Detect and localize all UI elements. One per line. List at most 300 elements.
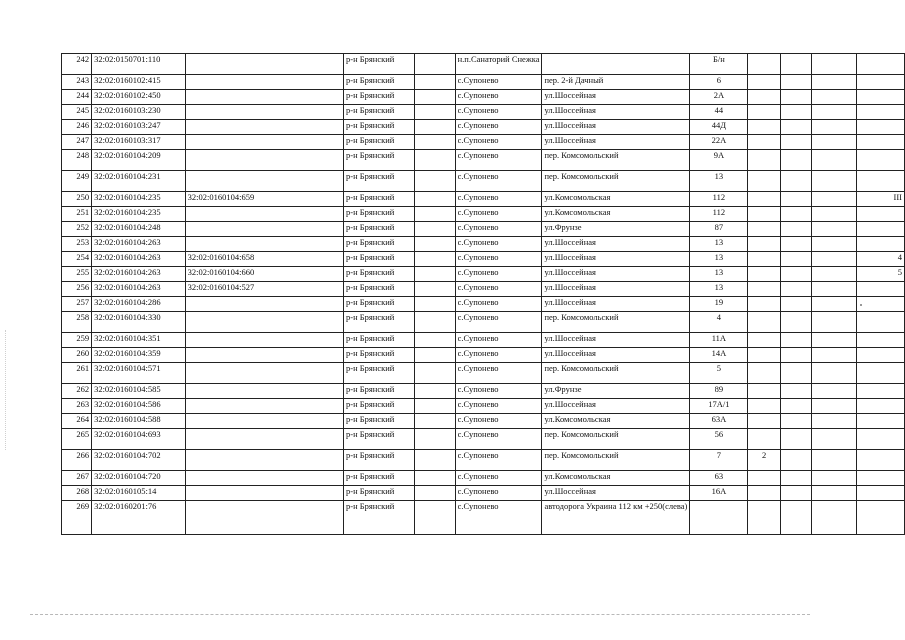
district-cell: р-н Брянский <box>343 282 414 297</box>
district-cell: р-н Брянский <box>343 333 414 348</box>
empty-cell <box>811 105 857 120</box>
last-column-cell <box>857 150 905 171</box>
street-cell: ул.Комсомольская <box>542 414 690 429</box>
empty-cell <box>780 252 811 267</box>
table-row <box>62 429 905 450</box>
extra-cell <box>748 171 780 192</box>
locality-cell: с.Супонево <box>455 414 542 429</box>
last-column-cell: 4 <box>857 252 905 267</box>
linked-cadastral-number <box>185 75 343 90</box>
house-number-cell: 44 <box>690 105 748 120</box>
house-number-cell: 14А <box>690 348 748 363</box>
row-number: 263 <box>62 399 92 414</box>
linked-cadastral-number <box>185 90 343 105</box>
linked-cadastral-number <box>185 150 343 171</box>
empty-cell <box>811 192 857 207</box>
street-cell: пер. Комсомольский <box>542 171 690 192</box>
empty-cell <box>415 363 455 384</box>
row-number: 262 <box>62 384 92 399</box>
house-number-cell: 13 <box>690 267 748 282</box>
cadastral-number: 32:02:0160103:317 <box>92 135 186 150</box>
extra-cell <box>748 312 780 333</box>
last-column-cell: III <box>857 192 905 207</box>
street-cell: пер. Комсомольский <box>542 150 690 171</box>
linked-cadastral-number <box>185 399 343 414</box>
linked-cadastral-number <box>185 312 343 333</box>
row-number: 257 <box>62 297 92 312</box>
cadastral-number: 32:02:0160104:248 <box>92 222 186 237</box>
extra-cell <box>748 207 780 222</box>
linked-cadastral-number <box>185 450 343 471</box>
cadastral-number: 32:02:0160103:247 <box>92 120 186 135</box>
street-cell: пер. Комсомольский <box>542 312 690 333</box>
empty-cell <box>811 207 857 222</box>
locality-cell: с.Супонево <box>455 120 542 135</box>
extra-cell <box>748 282 780 297</box>
empty-cell <box>780 486 811 501</box>
empty-cell <box>811 399 857 414</box>
district-cell: р-н Брянский <box>343 75 414 90</box>
linked-cadastral-number <box>185 120 343 135</box>
last-column-cell <box>857 471 905 486</box>
row-number: 242 <box>62 54 92 75</box>
locality-cell: с.Супонево <box>455 135 542 150</box>
district-cell: р-н Брянский <box>343 363 414 384</box>
street-cell: ул.Шоссейная <box>542 237 690 252</box>
last-column-cell <box>857 237 905 252</box>
locality-cell: с.Супонево <box>455 450 542 471</box>
row-number: 259 <box>62 333 92 348</box>
locality-cell: с.Супонево <box>455 429 542 450</box>
empty-cell <box>415 297 455 312</box>
linked-cadastral-number <box>185 348 343 363</box>
empty-cell <box>780 75 811 90</box>
empty-cell <box>415 237 455 252</box>
empty-cell <box>415 192 455 207</box>
locality-cell: с.Супонево <box>455 222 542 237</box>
linked-cadastral-number <box>185 54 343 75</box>
last-column-cell <box>857 384 905 399</box>
table-row <box>62 54 905 75</box>
street-cell: пер. 2-й Дачный <box>542 75 690 90</box>
table-row <box>62 135 905 150</box>
linked-cadastral-number <box>185 237 343 252</box>
district-cell: р-н Брянский <box>343 54 414 75</box>
table-row <box>62 297 905 312</box>
locality-cell: с.Супонево <box>455 267 542 282</box>
street-cell: ул.Шоссейная <box>542 282 690 297</box>
scan-artifact-dots <box>5 330 6 450</box>
row-number: 254 <box>62 252 92 267</box>
district-cell: р-н Брянский <box>343 237 414 252</box>
district-cell: р-н Брянский <box>343 267 414 282</box>
house-number-cell: 112 <box>690 207 748 222</box>
district-cell: р-н Брянский <box>343 471 414 486</box>
district-cell: р-н Брянский <box>343 150 414 171</box>
district-cell: р-н Брянский <box>343 207 414 222</box>
empty-cell <box>811 501 857 535</box>
empty-cell <box>811 150 857 171</box>
empty-cell <box>415 171 455 192</box>
street-cell: пер. Комсомольский <box>542 429 690 450</box>
empty-cell <box>415 450 455 471</box>
linked-cadastral-number <box>185 501 343 535</box>
last-column-cell <box>857 486 905 501</box>
street-cell: ул.Шоссейная <box>542 333 690 348</box>
locality-cell: с.Супонево <box>455 471 542 486</box>
last-column-cell <box>857 414 905 429</box>
linked-cadastral-number <box>185 171 343 192</box>
cadastral-number: 32:02:0160104:235 <box>92 207 186 222</box>
linked-cadastral-number: 32:02:0160104:527 <box>185 282 343 297</box>
empty-cell <box>811 267 857 282</box>
house-number-cell: 17А/1 <box>690 399 748 414</box>
district-cell: р-н Брянский <box>343 120 414 135</box>
empty-cell <box>780 399 811 414</box>
street-cell: автодорога Украина 112 км +250(слева) <box>542 501 690 535</box>
empty-cell <box>811 237 857 252</box>
empty-cell <box>780 207 811 222</box>
table-row <box>62 222 905 237</box>
house-number-cell: 112 <box>690 192 748 207</box>
row-number: 267 <box>62 471 92 486</box>
district-cell: р-н Брянский <box>343 429 414 450</box>
locality-cell: с.Супонево <box>455 297 542 312</box>
cadastral-number: 32:02:0160103:230 <box>92 105 186 120</box>
empty-cell <box>415 333 455 348</box>
last-column-cell <box>857 105 905 120</box>
row-number: 252 <box>62 222 92 237</box>
register-table <box>61 53 905 535</box>
empty-cell <box>780 297 811 312</box>
extra-cell <box>748 105 780 120</box>
locality-cell: с.Супонево <box>455 501 542 535</box>
table-row <box>62 171 905 192</box>
empty-cell <box>415 252 455 267</box>
empty-cell <box>780 501 811 535</box>
linked-cadastral-number <box>185 363 343 384</box>
empty-cell <box>415 348 455 363</box>
last-column-cell <box>857 54 905 75</box>
empty-cell <box>811 384 857 399</box>
empty-cell <box>811 135 857 150</box>
empty-cell <box>811 333 857 348</box>
empty-cell <box>811 312 857 333</box>
extra-cell <box>748 471 780 486</box>
table-row <box>62 150 905 171</box>
district-cell: р-н Брянский <box>343 501 414 535</box>
empty-cell <box>811 471 857 486</box>
house-number-cell: 4 <box>690 312 748 333</box>
cadastral-number: 32:02:0160104:359 <box>92 348 186 363</box>
empty-cell <box>780 54 811 75</box>
row-number: 245 <box>62 105 92 120</box>
house-number-cell: 2А <box>690 90 748 105</box>
empty-cell <box>811 282 857 297</box>
extra-cell <box>748 399 780 414</box>
empty-cell <box>415 471 455 486</box>
empty-cell <box>415 75 455 90</box>
table-row <box>62 333 905 348</box>
row-number: 249 <box>62 171 92 192</box>
empty-cell <box>811 171 857 192</box>
row-number: 253 <box>62 237 92 252</box>
locality-cell: с.Супонево <box>455 171 542 192</box>
empty-cell <box>780 192 811 207</box>
cadastral-number: 32:02:0160104:693 <box>92 429 186 450</box>
cadastral-number: 32:02:0160102:415 <box>92 75 186 90</box>
house-number-cell <box>690 501 748 535</box>
house-number-cell: 44Д <box>690 120 748 135</box>
street-cell: пер. Комсомольский <box>542 363 690 384</box>
empty-cell <box>415 414 455 429</box>
empty-cell <box>780 333 811 348</box>
table-row <box>62 282 905 297</box>
house-number-cell: 13 <box>690 171 748 192</box>
table-row <box>62 90 905 105</box>
row-number: 250 <box>62 192 92 207</box>
empty-cell <box>415 384 455 399</box>
cadastral-number: 32:02:0160104:263 <box>92 237 186 252</box>
street-cell: ул.Шоссейная <box>542 252 690 267</box>
extra-cell <box>748 120 780 135</box>
district-cell: р-н Брянский <box>343 105 414 120</box>
linked-cadastral-number <box>185 105 343 120</box>
last-column-cell <box>857 120 905 135</box>
empty-cell <box>415 150 455 171</box>
extra-cell <box>748 348 780 363</box>
street-cell <box>542 54 690 75</box>
empty-cell <box>811 54 857 75</box>
street-cell: ул.Комсомольская <box>542 192 690 207</box>
empty-cell <box>780 450 811 471</box>
table-row <box>62 237 905 252</box>
extra-cell <box>748 384 780 399</box>
cadastral-number: 32:02:0160104:263 <box>92 267 186 282</box>
register-table-body <box>62 54 905 535</box>
table-row <box>62 471 905 486</box>
district-cell: р-н Брянский <box>343 312 414 333</box>
linked-cadastral-number <box>185 471 343 486</box>
house-number-cell: 13 <box>690 282 748 297</box>
empty-cell <box>780 105 811 120</box>
extra-cell <box>748 501 780 535</box>
empty-cell <box>811 297 857 312</box>
house-number-cell: 11А <box>690 333 748 348</box>
extra-cell <box>748 237 780 252</box>
extra-cell <box>748 429 780 450</box>
linked-cadastral-number <box>185 429 343 450</box>
table-row <box>62 75 905 90</box>
house-number-cell: 89 <box>690 384 748 399</box>
last-column-cell <box>857 282 905 297</box>
house-number-cell: 6 <box>690 75 748 90</box>
table-row <box>62 348 905 363</box>
last-column-cell <box>857 312 905 333</box>
locality-cell: н.п.Санаторий Снежка <box>455 54 542 75</box>
cadastral-number: 32:02:0160105:14 <box>92 486 186 501</box>
empty-cell <box>415 54 455 75</box>
last-column-cell <box>857 90 905 105</box>
linked-cadastral-number <box>185 222 343 237</box>
table-row <box>62 252 905 267</box>
linked-cadastral-number <box>185 333 343 348</box>
row-number: 265 <box>62 429 92 450</box>
cadastral-number: 32:02:0160104:231 <box>92 171 186 192</box>
table-row <box>62 105 905 120</box>
empty-cell <box>811 363 857 384</box>
extra-cell <box>748 363 780 384</box>
street-cell: ул.Шоссейная <box>542 120 690 135</box>
extra-cell <box>748 297 780 312</box>
empty-cell <box>780 150 811 171</box>
linked-cadastral-number <box>185 486 343 501</box>
last-column-cell <box>857 450 905 471</box>
empty-cell <box>780 471 811 486</box>
empty-cell <box>780 384 811 399</box>
cadastral-number: 32:02:0160104:263 <box>92 282 186 297</box>
scan-artifact-line <box>30 614 810 615</box>
linked-cadastral-number: 32:02:0160104:658 <box>185 252 343 267</box>
last-column-cell <box>857 363 905 384</box>
table-row <box>62 384 905 399</box>
street-cell: ул.Шоссейная <box>542 267 690 282</box>
district-cell: р-н Брянский <box>343 297 414 312</box>
empty-cell <box>780 120 811 135</box>
empty-cell <box>780 171 811 192</box>
street-cell: ул.Комсомольская <box>542 207 690 222</box>
table-row <box>62 501 905 535</box>
empty-cell <box>811 414 857 429</box>
empty-cell <box>415 120 455 135</box>
last-column-cell <box>857 171 905 192</box>
house-number-cell: 63А <box>690 414 748 429</box>
linked-cadastral-number: 32:02:0160104:660 <box>185 267 343 282</box>
last-column-cell <box>857 348 905 363</box>
last-column-cell: 5 <box>857 267 905 282</box>
empty-cell <box>415 222 455 237</box>
street-cell: ул.Комсомольская <box>542 471 690 486</box>
district-cell: р-н Брянский <box>343 384 414 399</box>
house-number-cell: Б/н <box>690 54 748 75</box>
locality-cell: с.Супонево <box>455 207 542 222</box>
empty-cell <box>415 282 455 297</box>
row-number: 269 <box>62 501 92 535</box>
empty-cell <box>415 312 455 333</box>
last-column-cell <box>857 399 905 414</box>
linked-cadastral-number <box>185 384 343 399</box>
cadastral-number: 32:02:0160104:263 <box>92 252 186 267</box>
house-number-cell: 5 <box>690 363 748 384</box>
empty-cell <box>780 267 811 282</box>
extra-cell <box>748 75 780 90</box>
empty-cell <box>811 429 857 450</box>
last-column-cell <box>857 135 905 150</box>
house-number-cell: 16А <box>690 486 748 501</box>
house-number-cell: 87 <box>690 222 748 237</box>
row-number: 246 <box>62 120 92 135</box>
street-cell: пер. Комсомольский <box>542 450 690 471</box>
locality-cell: с.Супонево <box>455 192 542 207</box>
empty-cell <box>415 501 455 535</box>
house-number-cell: 22А <box>690 135 748 150</box>
table-row <box>62 207 905 222</box>
street-cell: ул.Фрунзе <box>542 384 690 399</box>
linked-cadastral-number <box>185 414 343 429</box>
street-cell: ул.Шоссейная <box>542 348 690 363</box>
street-cell: ул.Шоссейная <box>542 105 690 120</box>
row-number: 258 <box>62 312 92 333</box>
house-number-cell: 63 <box>690 471 748 486</box>
house-number-cell: 7 <box>690 450 748 471</box>
cadastral-number: 32:02:0160104:571 <box>92 363 186 384</box>
table-row <box>62 363 905 384</box>
table-row <box>62 414 905 429</box>
row-number: 251 <box>62 207 92 222</box>
house-number-cell: 19 <box>690 297 748 312</box>
cadastral-number: 32:02:0160104:585 <box>92 384 186 399</box>
linked-cadastral-number <box>185 297 343 312</box>
locality-cell: с.Супонево <box>455 399 542 414</box>
extra-cell: 2 <box>748 450 780 471</box>
scan-artifact-mark <box>860 304 862 306</box>
locality-cell: с.Супонево <box>455 384 542 399</box>
district-cell: р-н Брянский <box>343 348 414 363</box>
extra-cell <box>748 486 780 501</box>
empty-cell <box>780 282 811 297</box>
extra-cell <box>748 252 780 267</box>
cadastral-number: 32:02:0150701:110 <box>92 54 186 75</box>
row-number: 248 <box>62 150 92 171</box>
extra-cell <box>748 333 780 348</box>
empty-cell <box>780 135 811 150</box>
row-number: 243 <box>62 75 92 90</box>
empty-cell <box>780 90 811 105</box>
last-column-cell <box>857 501 905 535</box>
extra-cell <box>748 414 780 429</box>
extra-cell <box>748 192 780 207</box>
extra-cell <box>748 267 780 282</box>
district-cell: р-н Брянский <box>343 171 414 192</box>
empty-cell <box>415 105 455 120</box>
row-number: 255 <box>62 267 92 282</box>
row-number: 266 <box>62 450 92 471</box>
extra-cell <box>748 54 780 75</box>
empty-cell <box>415 429 455 450</box>
cadastral-number: 32:02:0160104:702 <box>92 450 186 471</box>
empty-cell <box>415 267 455 282</box>
cadastral-number: 32:02:0160104:588 <box>92 414 186 429</box>
extra-cell <box>748 150 780 171</box>
cadastral-number: 32:02:0160102:450 <box>92 90 186 105</box>
house-number-cell: 9А <box>690 150 748 171</box>
empty-cell <box>780 348 811 363</box>
empty-cell <box>415 135 455 150</box>
row-number: 256 <box>62 282 92 297</box>
house-number-cell: 13 <box>690 252 748 267</box>
street-cell: ул.Шоссейная <box>542 486 690 501</box>
cadastral-number: 32:02:0160104:286 <box>92 297 186 312</box>
empty-cell <box>415 399 455 414</box>
locality-cell: с.Супонево <box>455 312 542 333</box>
row-number: 247 <box>62 135 92 150</box>
row-number: 261 <box>62 363 92 384</box>
cadastral-number: 32:02:0160201:76 <box>92 501 186 535</box>
street-cell: ул.Шоссейная <box>542 135 690 150</box>
locality-cell: с.Супонево <box>455 90 542 105</box>
linked-cadastral-number: 32:02:0160104:659 <box>185 192 343 207</box>
empty-cell <box>811 222 857 237</box>
